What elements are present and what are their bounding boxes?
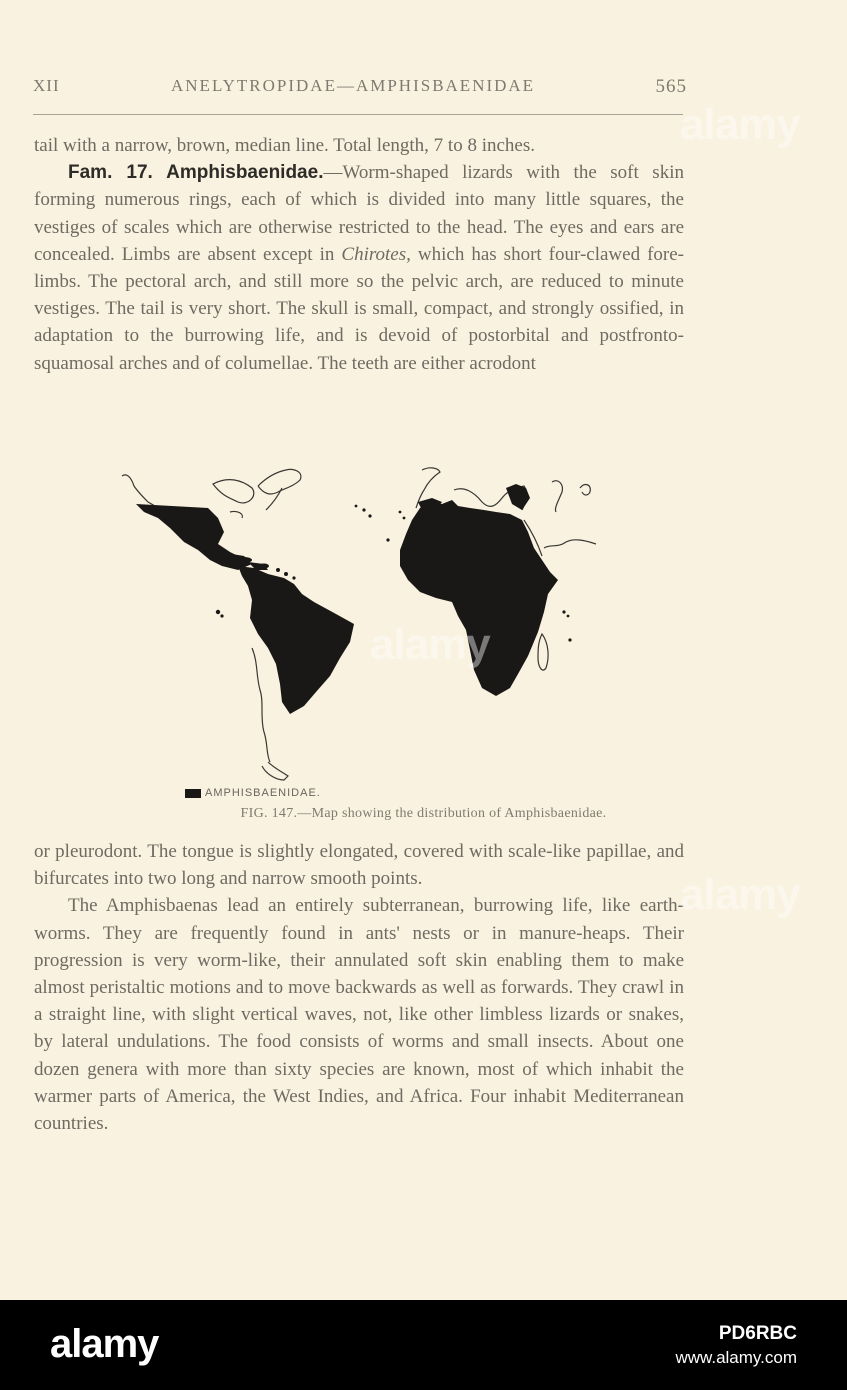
legend-swatch	[185, 789, 201, 798]
family-text-1: —Worm-shaped lizards with the soft skin forming numerous rings, each of which is divided into many little squares, the vestiges of scales which are otherwise restricted to the head. The eyes and ears are concealed. Limbs are absent except in	[34, 162, 684, 265]
header-title: ANELYTROPIDAE—AMPHISBAENIDAE	[171, 76, 536, 95]
image-credit	[675, 1322, 797, 1370]
header-rule	[33, 114, 683, 115]
family-text-2: which has short four-clawed fore-limbs. The pectoral arch, and still more so the pelvic arch, are reduced to minute vestiges. The tail is very short. The skull is small, compact, and strongly ossified, in adaptation to the burrowing life, and is devoid of postorbital and postfronto-squamosal arches and of columellae. The teeth are either acrodont	[34, 243, 685, 374]
running-header	[33, 76, 687, 100]
alamy-logo: alamy	[50, 1322, 159, 1366]
americas-range	[136, 504, 354, 714]
page-number: 565	[655, 76, 687, 97]
behaviour-paragraph: The Amphisbaenas lead an entirely subterranean, burrowing life, like earth-worms. They are frequently found in ants' nests or in manure-heaps. Their progression is very worm-like, their annulated soft skin enabling them to make almost peristaltic motions and to move backwards as well as forwards. They crawl in a straight line, with slight vertical waves, not, like other limbless lizards or snakes, by lateral undulations. The food consists of worms and small insects. About one dozen genera with more than sixty species are known, most of which inhabit the warmer parts of America, the West Indies, and Africa. Four inhabit Mediterranean countries.	[34, 895, 684, 1135]
figure-caption: FIG. 147.—Map showing the distribution of Amphisbaenidae.	[240, 806, 607, 821]
header-roman-numeral: XII	[33, 76, 60, 95]
family-label: Fam. 17. Amphisbaenidae.	[68, 162, 324, 184]
distribution-map	[118, 462, 608, 784]
site-url: www.alamy.com	[675, 1348, 797, 1367]
continuation-paragraph: tail with a narrow, brown, median line. Total length, 7 to 8 inches.	[34, 135, 536, 156]
watermark: alamy	[680, 100, 800, 149]
genus-name: Chirotes,	[341, 243, 411, 265]
after-figure-paragraph: or pleurodont. The tongue is slightly elongated, covered with scale-like papillae, and bifurcates into two long and narrow smooth points.	[34, 841, 684, 890]
upper-text-block	[34, 132, 684, 377]
image-id: PD6RBC	[718, 1323, 797, 1344]
watermark: alamy	[680, 870, 800, 919]
legend-label: AMPHISBAENIDAE.	[205, 787, 321, 799]
map-legend	[185, 787, 321, 803]
stock-footer-bar	[0, 1300, 847, 1390]
lower-text-block	[34, 838, 684, 1137]
watermark: alamy	[370, 620, 490, 669]
family-paragraph	[34, 159, 684, 377]
